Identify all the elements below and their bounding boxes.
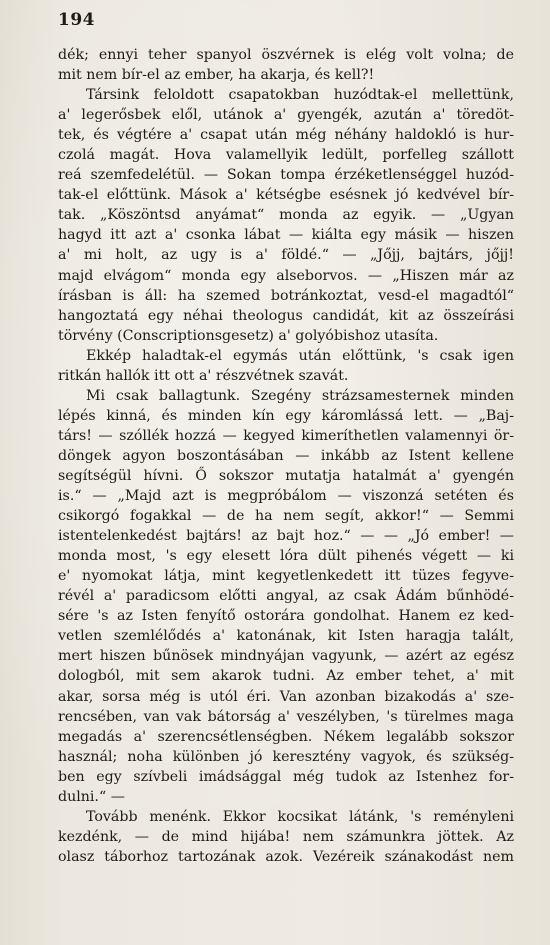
text-line: tak-el előttünk. Mások a' kétségbe esésnek jó kedvével bír- xyxy=(58,187,514,204)
text-line: Társink feloldott csapatokban huzódtak-el mellettünk, xyxy=(86,87,514,104)
text-line: írásban is áll: ha szemed botránkoztat, vesd-el magadtól“ xyxy=(58,287,514,304)
text-line: monda most, 's egy elesett lóra dült pihenés végett — ki xyxy=(58,548,514,565)
text-line: rencsében, van vak bátorság a' veszélyben, 's türelmes maga xyxy=(58,708,514,725)
text-line: ben egy szívbeli imádsággal még tudok az Istenhez for- xyxy=(58,768,514,785)
text-line: Tovább menénk. Ekkor kocsikat látánk, 's reményleni xyxy=(86,808,514,825)
text-line: hagyd itt azt a' csonka lábat — kiálta egy másik — hiszen xyxy=(58,227,514,244)
text-line: használ; noha különben jó keresztény vagyok, és szükség- xyxy=(58,748,514,765)
text-line: mit nem bír-el az ember, ha akarja, és kell?! xyxy=(58,67,375,84)
text-line: is.“ — „Majd azt is megpróbálom — viszonzá setéten és xyxy=(58,488,514,505)
text-line: a' mi holt, az ugy is a' földé.“ — „Jőjj, bajtárs, jőjj! xyxy=(58,247,514,264)
text-line: megadás a' szerencsétlenségben. Nékem legalább sokszor xyxy=(58,728,514,745)
text-line: lépés kinná, és minden kín egy káromlássá lett. — „Baj- xyxy=(58,407,514,424)
text-line: hangoztatá egy néhai theologus candidát, kit az összeírási xyxy=(58,307,514,324)
text-line: révél a' paradicsom előtti angyal, az csak Ádám bűnhödé- xyxy=(58,588,514,605)
text-line: Ekkép haladtak-el egymás után előttünk, 's csak igen xyxy=(86,347,514,364)
text-line: dulni.“ — xyxy=(58,788,125,805)
text-line: tek, és végtére a' csapat után még néhány haldokló is hur- xyxy=(58,127,514,144)
text-line: Mi csak ballagtunk. Szegény strázsamesternek minden xyxy=(86,387,514,404)
text-line: társ! — szóllék hozzá — kegyed kimeríthetlen valamennyi ör- xyxy=(58,427,514,444)
text-line: akar, sorsa még is utól éri. Van azonban bizakodás a' sze- xyxy=(58,688,514,705)
text-line: tak. „Köszöntsd anyámat“ monda az egyik. — „Ugyan xyxy=(58,207,514,224)
text-line: a' legerősbek elől, utánok a' gyengék, azután a' töredöt- xyxy=(58,107,514,124)
text-line: olasz táborhoz tartozának azok. Vezéreik szánakodást nem xyxy=(58,848,514,865)
text-line: reá szemfedelétül. — Sokan tompa érzéketlenséggel huzód- xyxy=(58,167,514,184)
text-line: ritkán hallók itt ott a' részvétnek szavát. xyxy=(58,367,349,384)
text-line: e' nyomokat látja, mint kegyetlenkedett itt tüzes fegyve- xyxy=(58,568,514,585)
text-line: majd elvágom“ monda egy alseborvos. — „Hiszen már az xyxy=(58,267,514,284)
text-line: döngek agyon boszontásában — inkább az Istent kellene xyxy=(58,447,514,464)
text-line: vetlen szemlélődés a' katonának, kit Isten haragja talált, xyxy=(58,628,514,645)
page-number: 194 xyxy=(58,10,95,30)
body-text xyxy=(58,45,514,867)
text-line: segítségül hívni. Ő sokszor mutatja hatalmát a' gyengén xyxy=(58,467,514,484)
text-line: csikorgó fogakkal — de ha nem segít, akkor!“ — Semmi xyxy=(58,508,514,525)
text-line: istentelenkedést bajtárs! az bajt hoz.“ — — „Jó ember! — xyxy=(58,528,514,545)
text-line: sére 's az Isten fenyítő ostorára gondolhat. Hanem ez ked- xyxy=(58,608,514,625)
text-line: dologból, mit sem akarok tudni. Az ember tehet, a' mit xyxy=(58,668,514,685)
text-line: dék; ennyi teher spanyol öszvérnek is elég volt volna; de xyxy=(58,47,514,63)
text-line: törvény (Conscriptionsgesetz) a' golyóbishoz utasíta. xyxy=(58,327,439,344)
text-line: kezdénk, — de mind hijába! nem számunkra jöttek. Az xyxy=(58,828,514,845)
text-line: mert hiszen bűnösek mindnyájan vagyunk, — azért az egész xyxy=(58,648,514,665)
text-line: czolá magát. Hova valamellyik ledült, porfelleg szállott xyxy=(58,147,514,164)
